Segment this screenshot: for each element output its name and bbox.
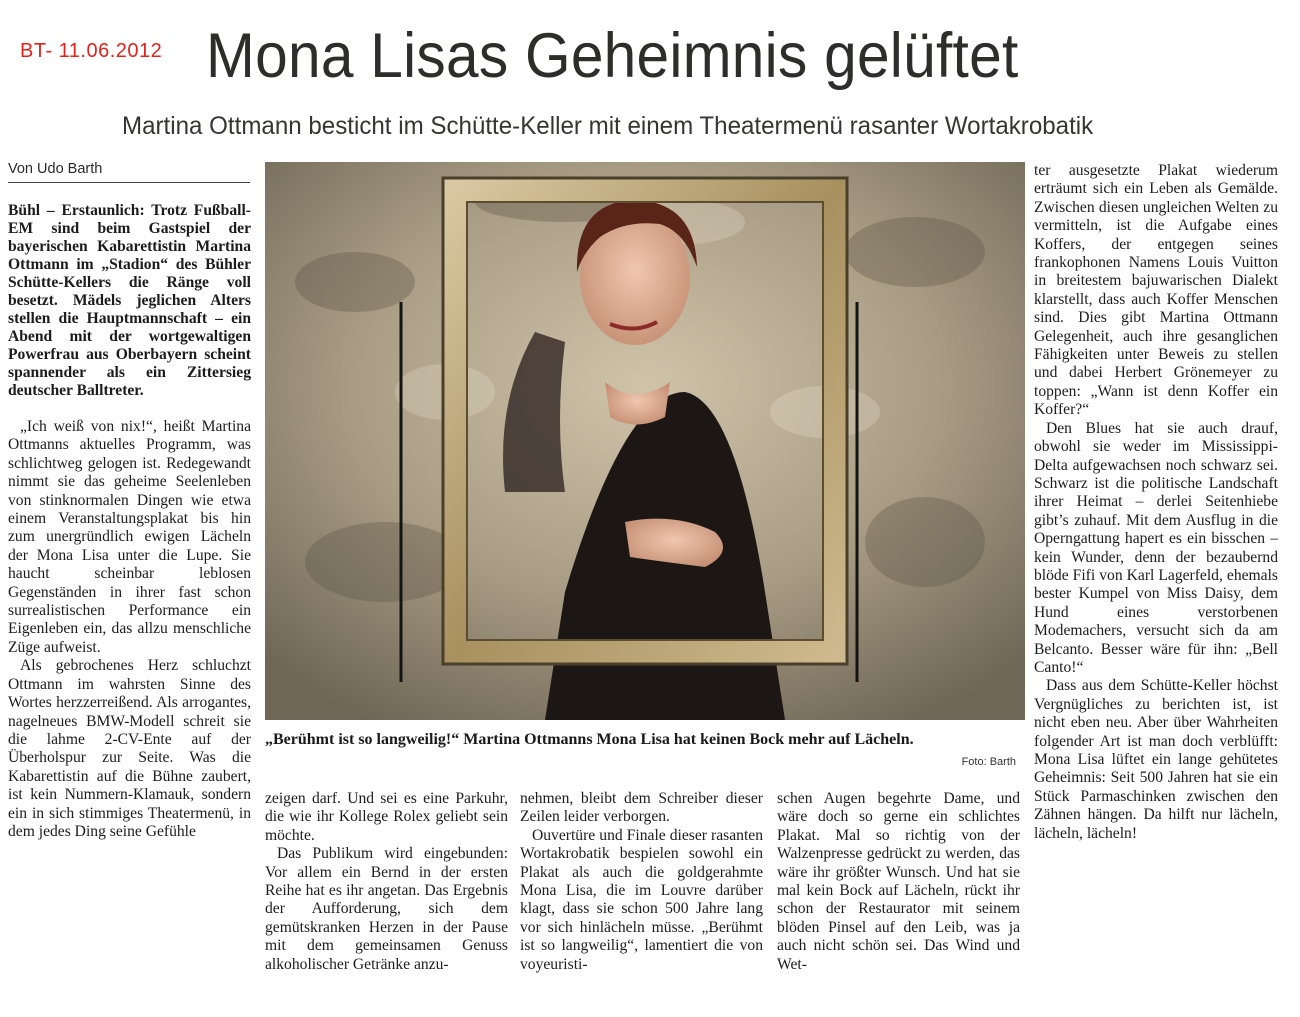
body-paragraph: Als gebrochenes Herz schluchzt Ottmann im wahrsten Sinne des Wortes herzzerreißend. Als arrogantes, nagelneues BMW-Modell schreit sie die lahme 2-CV-Ente auf der Überholspur zur Seite. Was die Kabarettistin auf die Bühne zaubert, ist kein Nummern-Klamauk, sondern ein in sich stimmiges Theatermenü, in dem jedes Ding seine Gefühle bbox=[8, 657, 251, 840]
article-column-3 bbox=[520, 790, 763, 974]
body-paragraph: Den Blues hat sie auch drauf, obwohl sie weder im Mississippi-Delta aufgewachsen noch schwarz sei. Schwarz ist die politische Landschaft ihrer Heimat – derlei Seitenhiebe gibt’s zuhauf. Mit dem Ausflug in die Operngattung hapert es ein bisschen – kein Wunder, denn der bezaubernd blöde Fifi von Karl Lagerfeld, ehemals bester Kumpel von Miss Daisy, dem Hund eines verstorbenen Modemachers, versucht sich da am Belcanto. Besser wäre für ihn: „Bell Canto!“ bbox=[1034, 419, 1278, 676]
article-column-5 bbox=[1034, 162, 1278, 843]
body-paragraph: nehmen, bleibt dem Schreiber dieser Zeilen leider verborgen. bbox=[520, 790, 763, 826]
article-column-1 bbox=[8, 202, 251, 841]
lead-paragraph: Bühl – Erstaunlich: Trotz Fußball-EM sind beim Gastspiel der bayerischen Kabarettistin Martina Ottmann im „Stadion“ des Bühler Schütte-Kellers die Ränge voll besetzt. Mädels jeglichen Alters stellen die Hauptmannschaft – ein Abend mit der wortgewaltigen Powerfrau aus Oberbayern scheint spannender als ein Zittersieg deutscher Balltreter. bbox=[8, 202, 251, 399]
body-paragraph: Dass aus dem Schütte-Keller höchst Vergnügliches zu berichten ist, ist nicht eben neu. Aber über Wahrheiten folgender Art ist man doch verblüfft: Mona Lisa lüftet ein lange gehütetes Geheimnis: Seit 500 Jahren hat sie ein Stück Parmaschinken zwischen den Zähnen hängen. Da hilft nur lächeln, lächeln, lächeln! bbox=[1034, 677, 1278, 842]
body-paragraph: „Ich weiß von nix!“, heißt Martina Ottmanns aktuelles Programm, was schlichtweg gelogen ist. Redegewandt nimmt sie das geheime Seelenleben von stinknormalen Dingen wie etwa einem Veranstaltungsplakat bis hin zum unergründlich ewigen Lächeln der Mona Lisa unter die Lupe. Sie haucht scheinbar leblosen Gegenständen in ihrer fast schon surrealistischen Performance ein Eigenleben ein, das allzu menschliche Züge aufweist. bbox=[8, 418, 251, 656]
article-column-4 bbox=[777, 790, 1020, 974]
body-paragraph: zeigen darf. Und sei es eine Parkuhr, die wie ihr Kollege Rolex geliebt sein möchte. bbox=[265, 790, 508, 844]
body-paragraph: Das Publikum wird eingebunden: Vor allem ein Bernd in der ersten Reihe hat es ihr angetan. Das Ergebnis der Aufforderung, sich dem gemütskranken Herzen in der Pause mit dem gemeinsamen Genuss alkoholischer Getränke anzu- bbox=[265, 845, 508, 973]
byline: Von Udo Barth bbox=[8, 161, 250, 183]
body-paragraph: ter ausgesetzte Plakat wiederum erträumt sich ein Leben als Gemälde. Zwischen diesen ungleichen Welten zu vermitteln, ist die Aufgabe eines Koffers, der entgegen seines frankophonen Namens Louis Vuitton in breitestem bajuwarischen Dialekt klarstellt, dass auch Koffer Menschen sind. Dies gibt Martina Ottmann Gelegenheit, auch ihre gesanglichen Fähigkeiten unter Beweis zu stellen und dabei Herbert Grönemeyer zu toppen: „Wann ist denn Koffer ein Koffer?“ bbox=[1034, 162, 1278, 419]
date-stamp: BT- 11.06.2012 bbox=[20, 40, 163, 62]
body-paragraph: Ouvertüre und Finale dieser rasanten Wortakrobatik bespielen sowohl ein Plakat als auch die goldgerahmte Mona Lisa, die im Louvre darüber klagt, dass sie schon 500 Jahre lang vor sich hinlächeln müsse. „Berühmt ist so langweilig“, lamentiert die von voyeuristi- bbox=[520, 826, 763, 973]
performance-photo bbox=[265, 162, 1025, 720]
article-column-2 bbox=[265, 790, 508, 974]
photo-caption: „Berühmt ist so langweilig!“ Martina Ottmanns Mona Lisa hat keinen Bock mehr auf Lächeln. bbox=[265, 731, 914, 748]
headline: Mona Lisas Geheimnis gelüftet bbox=[206, 21, 1019, 91]
photo-credit: Foto: Barth bbox=[961, 756, 1016, 768]
subheadline: Martina Ottmann besticht im Schütte-Keller mit einem Theatermenü rasanter Wortakrobatik bbox=[122, 112, 1094, 140]
body-paragraph: schen Augen begehrte Dame, und wäre doch so gerne ein schlichtes Plakat. Mal so richtig von der Walzenpresse gedrückt zu werden, das wäre ihr größter Wunsch. Und hat sie mal kein Bock auf Lächeln, rückt ihr schon der Restaurator mit seinem blöden Pinsel auf den Leib, was ja auch nicht schön sei. Das Wind und Wet- bbox=[777, 790, 1020, 973]
